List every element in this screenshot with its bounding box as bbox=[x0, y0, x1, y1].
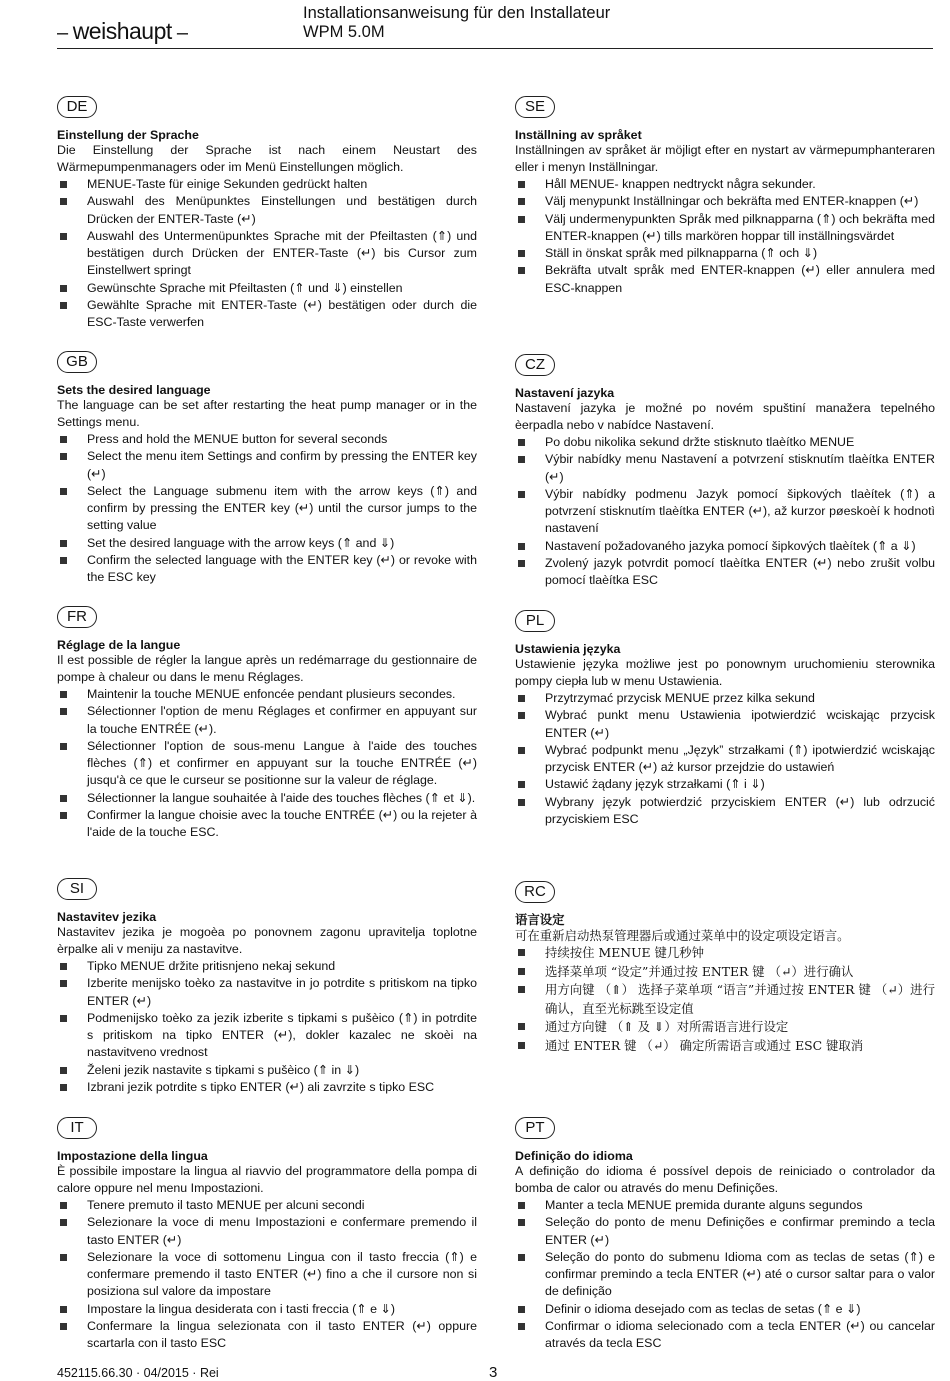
language-badge: IT bbox=[57, 1117, 97, 1139]
list-item bbox=[515, 1197, 935, 1214]
list-item-text: Izbrani jezik potrdite s tipko ENTER (↵) ali zavrzite s tipko ESC bbox=[87, 1080, 435, 1095]
square-bullet-icon bbox=[60, 1219, 67, 1226]
list-item bbox=[57, 448, 477, 483]
square-bullet-icon bbox=[518, 250, 525, 257]
list-item-text: Manter a tecla MENUE premida durante alguns segundos bbox=[545, 1198, 863, 1212]
list-item bbox=[57, 552, 477, 587]
list-item-text: Selezionare la voce di sottomenu Lingua con il tasto freccia (⇑) e confermare premendo il tasto ENTER (↵) fino a che il cursore non si posiziona sul valore da impostare bbox=[87, 1249, 477, 1299]
list-item bbox=[515, 794, 935, 829]
section-de bbox=[57, 96, 477, 332]
list-item-text: Podmenijsko toèko za jezik izberite s tipkami s pušèico (⇑) in potrdite s pritiskom na tipko ENTER (↵), dokler kazalec ne skoèi na nastavitveno vrednost bbox=[87, 1010, 477, 1060]
square-bullet-icon bbox=[60, 1306, 67, 1313]
logo-text: weishaupt bbox=[72, 18, 172, 44]
list-item-text: Confermare la lingua selezionata con il tasto ENTER (↵) oppure scartarla con il tasto ESC bbox=[87, 1319, 477, 1351]
list-item bbox=[57, 1214, 477, 1249]
square-bullet-icon bbox=[60, 557, 67, 564]
section-intro: A definição do idioma é possível depois de reiniciado o controlador da bomba de calor ou através do menu Definições. bbox=[515, 1164, 935, 1195]
list-item bbox=[57, 176, 477, 193]
list-item bbox=[515, 1249, 935, 1301]
square-bullet-icon bbox=[518, 1023, 525, 1030]
language-badge: DE bbox=[57, 96, 97, 118]
list-item-text: Wybrać punkt menu Ustawienia ipotwierdzić wciskając przycisk ENTER (↵) bbox=[545, 708, 935, 740]
instruction-list bbox=[57, 1197, 477, 1353]
language-badge: CZ bbox=[515, 354, 555, 376]
list-item-text: Maintenir la touche MENUE enfoncée pendant plusieurs secondes. bbox=[87, 687, 456, 701]
list-item-text: Press and hold the MENUE button for several seconds bbox=[87, 432, 388, 446]
list-item bbox=[515, 742, 935, 777]
language-badge: SE bbox=[515, 96, 555, 118]
weishaupt-logo: – weishaupt – bbox=[57, 18, 188, 44]
square-bullet-icon bbox=[60, 181, 67, 188]
list-item bbox=[515, 451, 935, 486]
section-title: Nastavení jazyka bbox=[515, 386, 615, 400]
list-item-text: Sélectionner l'option de sous-menu Langue à l'aide des touches flèches (⇑) et confirmer en appuyant sur la touche ENTRÉE (↵) jusqu'à ce que le curseur se positionne sur la valeur de réglage. bbox=[87, 738, 477, 788]
document-title-line2: WPM 5.0M bbox=[303, 23, 385, 41]
square-bullet-icon bbox=[60, 963, 67, 970]
square-bullet-icon bbox=[518, 747, 525, 754]
list-item-text: Po dobu nikolika sekund držte stisknuto tlaèítko MENUE bbox=[545, 435, 855, 449]
square-bullet-icon bbox=[60, 198, 67, 205]
list-item-text: Sélectionner la langue souhaitée à l'aide des touches flèches (⇑ et ⇓). bbox=[87, 790, 476, 805]
instruction-list bbox=[57, 431, 477, 587]
language-badge: PT bbox=[515, 1117, 555, 1139]
section-si bbox=[57, 878, 477, 1096]
list-item-text: Nastavení požadovaného jazyka pomocí šipkových tlaèítek (⇑ a ⇓) bbox=[545, 538, 916, 553]
square-bullet-icon bbox=[60, 285, 67, 292]
list-item bbox=[515, 1018, 935, 1037]
square-bullet-icon bbox=[518, 1219, 525, 1226]
list-item-text: Izberite menijsko toèko za nastavitve in jo potrdite s pritiskom na tipko ENTER (↵) bbox=[87, 976, 477, 1008]
square-bullet-icon bbox=[60, 436, 67, 443]
list-item-text: Select the Language submenu item with the arrow keys (⇑) and confirm by pressing the ENTER key (↵) until the cursor jumps to the setting value bbox=[87, 483, 477, 533]
square-bullet-icon bbox=[518, 968, 525, 975]
list-item-text: Gewählte Sprache mit ENTER-Taste (↵) bestätigen oder durch die ESC-Taste verwerfen bbox=[87, 298, 477, 330]
page-number: 3 bbox=[489, 1364, 498, 1381]
list-item-text: Select the menu item Settings and confirm by pressing the ENTER key (↵) bbox=[87, 449, 477, 481]
list-item bbox=[57, 228, 477, 280]
section-intro: Nastavení jazyka je možné po novém spuštiní manažera tepelného èerpadla nebo v nabídce Nastavení. bbox=[515, 401, 935, 432]
document-number: 452115.66.30 · 04/2015 · Rei bbox=[57, 1366, 219, 1380]
square-bullet-icon bbox=[60, 302, 67, 309]
list-item bbox=[57, 483, 477, 535]
list-item bbox=[57, 280, 477, 297]
list-item bbox=[515, 245, 935, 262]
section-se bbox=[515, 96, 935, 297]
page-header bbox=[0, 0, 950, 52]
square-bullet-icon bbox=[60, 812, 67, 819]
list-item bbox=[57, 1249, 477, 1301]
list-item-text: Seleção do ponto de menu Definições e confirmar premindo a tecla ENTER (↵) bbox=[545, 1215, 935, 1247]
list-item-text: Bekräfta utvalt språk med ENTER-knappen (↵) eller annulera med ESC-knappen bbox=[545, 263, 935, 295]
instruction-list bbox=[57, 958, 477, 1096]
square-bullet-icon bbox=[60, 1084, 67, 1091]
instruction-list bbox=[515, 176, 935, 297]
language-badge: GB bbox=[57, 351, 97, 373]
section-it bbox=[57, 1117, 477, 1353]
section-title: 语言设定 bbox=[515, 912, 565, 927]
list-item-text: Confirm the selected language with the ENTER key (↵) or revoke with the ESC key bbox=[87, 553, 477, 585]
list-item bbox=[57, 686, 477, 703]
list-item-text: Výbir nabídky menu Nastavení a potvrzení stisknutím tlaèítka ENTER (↵) bbox=[545, 452, 935, 484]
list-item bbox=[57, 958, 477, 975]
section-intro: Die Einstellung der Sprache ist nach einem Neustart des Wärmepumpenmanagers oder im Menü Einstellungen möglich. bbox=[57, 143, 477, 174]
language-badge: FR bbox=[57, 606, 97, 628]
instruction-list bbox=[515, 1197, 935, 1353]
list-item bbox=[57, 297, 477, 332]
square-bullet-icon bbox=[518, 986, 525, 993]
list-item-text: Ustawić żądany język strzałkami (⇑ i ⇓) bbox=[545, 777, 765, 792]
square-bullet-icon bbox=[60, 708, 67, 715]
list-item bbox=[57, 1079, 477, 1096]
section-title: Nastavitev jezika bbox=[57, 910, 157, 924]
list-item bbox=[515, 486, 935, 538]
list-item-text: Výbir nabídky podmenu Jazyk pomocí šipkových tlaèítek (⇑) a potvrzení stisknutím tlaèítka ENTER (↵), až kurzor pøeskoèí k hodnotì nastavení bbox=[545, 486, 935, 536]
section-intro: 可在重新启动热泵管理器后或通过菜单中的设定项设定语言。 bbox=[515, 928, 850, 943]
section-title: Réglage de la langue bbox=[57, 638, 181, 652]
list-item bbox=[515, 555, 935, 590]
square-bullet-icon bbox=[518, 695, 525, 702]
square-bullet-icon bbox=[518, 560, 525, 567]
list-item bbox=[515, 690, 935, 707]
list-item-text: Impostare la lingua desiderata con i tasti freccia (⇑ e ⇓) bbox=[87, 1301, 395, 1316]
square-bullet-icon bbox=[518, 198, 525, 205]
list-item bbox=[57, 1197, 477, 1214]
section-intro: Il est possible de régler la langue après un redémarrage du gestionnaire de pompe à chaleur ou dans le menu Réglages. bbox=[57, 653, 477, 684]
list-item-text: 通过方向键 （⇑ 及 ⇓）对所需语言进行设定 bbox=[545, 1019, 789, 1034]
square-bullet-icon bbox=[60, 1067, 67, 1074]
square-bullet-icon bbox=[518, 216, 525, 223]
list-item-text: Wybrać podpunkt menu „Język” strzałkami (⇑) ipotwierdzić wciskając przycisk ENTER (↵) aż kursor przejdzie do ustawień bbox=[545, 742, 935, 775]
square-bullet-icon bbox=[60, 233, 67, 240]
section-title: Impostazione della lingua bbox=[57, 1149, 208, 1163]
list-item bbox=[515, 193, 935, 210]
list-item bbox=[57, 1062, 477, 1079]
section-cz bbox=[515, 354, 935, 590]
instruction-list bbox=[515, 434, 935, 590]
list-item-text: Definir o idioma desejado com as teclas de setas (⇑ e ⇓) bbox=[545, 1301, 861, 1316]
language-badge: PL bbox=[515, 610, 555, 632]
header-divider bbox=[57, 48, 933, 49]
square-bullet-icon bbox=[60, 1015, 67, 1022]
list-item-text: 通过 ENTER 键 （↵） 确定所需语言或通过 ESC 键取消 bbox=[545, 1037, 864, 1053]
list-item bbox=[515, 538, 935, 555]
square-bullet-icon bbox=[60, 743, 67, 750]
list-item bbox=[57, 193, 477, 228]
square-bullet-icon bbox=[60, 691, 67, 698]
square-bullet-icon bbox=[60, 488, 67, 495]
list-item-text: Håll MENUE- knappen nedtryckt några sekunder. bbox=[545, 177, 816, 191]
list-item bbox=[57, 807, 477, 842]
instruction-list bbox=[515, 944, 935, 1055]
square-bullet-icon bbox=[518, 491, 525, 498]
square-bullet-icon bbox=[518, 1254, 525, 1261]
list-item bbox=[57, 703, 477, 738]
list-item-text: 持续按住 MENUE 键几秒钟 bbox=[545, 945, 705, 960]
square-bullet-icon bbox=[518, 1202, 525, 1209]
instruction-list bbox=[515, 690, 935, 828]
square-bullet-icon bbox=[60, 795, 67, 802]
section-gb bbox=[57, 351, 477, 587]
section-intro: È possibile impostare la lingua al riavvio del programmatore della pompa di calore oppure nel menu Impostazioni. bbox=[57, 1164, 477, 1195]
section-intro: Nastavitev jezika je mogoèa po ponovnem zagonu upravitelja toplotne èrpalke ali v meniju za nastavitve. bbox=[57, 925, 477, 956]
square-bullet-icon bbox=[60, 453, 67, 460]
language-badge: RC bbox=[515, 881, 555, 903]
list-item bbox=[515, 1318, 935, 1353]
list-item bbox=[515, 981, 935, 1018]
square-bullet-icon bbox=[60, 980, 67, 987]
list-item-text: Gewünschte Sprache mit Pfeiltasten (⇑ und ⇓) einstellen bbox=[87, 280, 403, 295]
section-title: Definição do idioma bbox=[515, 1149, 633, 1163]
list-item-text: Sélectionner l'option de menu Réglages et confirmer en appuyant sur la touche ENTRÉE (↵). bbox=[87, 704, 477, 736]
list-item bbox=[515, 262, 935, 297]
list-item-text: Välj undermenypunkten Språk med pilknapparna (⇑) och bekräfta med ENTER-knappen (↵) tills markören hoppar till inställningsvärdet bbox=[545, 211, 935, 243]
list-item bbox=[515, 776, 935, 793]
section-intro: Inställningen av språket är möjligt efter en nystart av värmepumphanteraren eller i menyn Inställningar. bbox=[515, 143, 935, 174]
list-item-text: 选择菜单项 “设定”并通过按 ENTER 键 （↵）进行确认 bbox=[545, 963, 854, 979]
list-item-text: MENUE-Taste für einige Sekunden gedrückt halten bbox=[87, 177, 368, 191]
list-item-text: Confirmar o idioma selecionado com a tecla ENTER (↵) ou cancelar através da tecla ESC bbox=[545, 1319, 935, 1351]
section-fr bbox=[57, 606, 477, 842]
square-bullet-icon bbox=[60, 1202, 67, 1209]
square-bullet-icon bbox=[518, 267, 525, 274]
section-intro: Ustawienie języka możliwe jest po ponownym uruchomieniu sterownika pompy ciepła lub w menu Ustawienia. bbox=[515, 657, 935, 688]
list-item bbox=[515, 1214, 935, 1249]
instruction-list bbox=[57, 686, 477, 842]
square-bullet-icon bbox=[518, 1323, 525, 1330]
list-item bbox=[515, 963, 935, 982]
section-rc bbox=[515, 881, 935, 1055]
square-bullet-icon bbox=[518, 799, 525, 806]
list-item bbox=[515, 944, 935, 963]
list-item-text: Confirmer la langue choisie avec la touche ENTRÉE (↵) ou la rejeter à l'aide de la touche ESC. bbox=[87, 808, 477, 840]
list-item-text: Przytrzymać przycisk MENUE przez kilka sekund bbox=[545, 691, 815, 705]
list-item-text: Auswahl des Menüpunktes Einstellungen und bestätigen durch Drücken der ENTER-Taste (↵) bbox=[87, 194, 477, 226]
list-item bbox=[57, 790, 477, 807]
list-item bbox=[57, 535, 477, 552]
list-item-text: Seleção do ponto do submenu Idioma com as teclas de setas (⇑) e confirmar premindo a tecla ENTER (↵) até o cursor saltar para o valor de definição bbox=[545, 1249, 935, 1299]
list-item-text: Želeni jezik nastavite s tipkami s pušèico (⇑ in ⇓) bbox=[87, 1062, 360, 1077]
list-item bbox=[57, 1318, 477, 1353]
section-title: Inställning av språket bbox=[515, 128, 642, 142]
list-item-text: Selezionare la voce di menu Impostazioni e confermare premendo il tasto ENTER (↵) bbox=[87, 1215, 477, 1247]
square-bullet-icon bbox=[518, 439, 525, 446]
square-bullet-icon bbox=[60, 540, 67, 547]
section-pt bbox=[515, 1117, 935, 1353]
list-item-text: Auswahl des Untermenüpunktes Sprache mit der Pfeiltasten (⇑) und bestätigen durch Drücken der ENTER-Taste (↵) bis Cursor zum Einstellwert springt bbox=[87, 228, 477, 278]
square-bullet-icon bbox=[60, 1254, 67, 1261]
list-item bbox=[57, 1010, 477, 1062]
square-bullet-icon bbox=[518, 543, 525, 550]
square-bullet-icon bbox=[518, 456, 525, 463]
list-item-text: Välj menypunkt Inställningar och bekräfta med ENTER-knappen (↵) bbox=[545, 194, 919, 209]
list-item bbox=[515, 707, 935, 742]
section-title: Sets the desired language bbox=[57, 383, 211, 397]
document-title bbox=[303, 4, 610, 42]
list-item bbox=[57, 738, 477, 790]
square-bullet-icon bbox=[60, 1323, 67, 1330]
language-badge: SI bbox=[57, 878, 97, 900]
square-bullet-icon bbox=[518, 1306, 525, 1313]
list-item-text: Wybrany język potwierdzić przyciskiem ENTER (↵) lub odrzucić przyciskiem ESC bbox=[545, 794, 935, 827]
list-item bbox=[57, 975, 477, 1010]
list-item bbox=[515, 211, 935, 246]
list-item-text: Tipko MENUE držite pritisnjeno nekaj sekund bbox=[87, 959, 336, 973]
square-bullet-icon bbox=[518, 712, 525, 719]
list-item bbox=[515, 434, 935, 451]
list-item-text: Tenere premuto il tasto MENUE per alcuni secondi bbox=[87, 1198, 365, 1212]
list-item-text: Set the desired language with the arrow keys (⇑ and ⇓) bbox=[87, 535, 395, 550]
list-item bbox=[515, 1037, 935, 1056]
section-title: Einstellung der Sprache bbox=[57, 128, 199, 142]
list-item-text: Zvolený jazyk potvrdit pomocí tlaèítka ENTER (↵) nebo zrušit volbu pomocí tlaèítka ESC bbox=[545, 556, 935, 588]
section-intro: The language can be set after restarting the heat pump manager or in the Settings menu. bbox=[57, 398, 477, 429]
instruction-list bbox=[57, 176, 477, 332]
list-item bbox=[515, 176, 935, 193]
list-item-text: 用方向键 （⇑） 选择子菜单项 “语言”并通过按 ENTER 键 （↵）进行确认，直至光标跳至设定值 bbox=[545, 982, 935, 1016]
section-pl bbox=[515, 610, 935, 828]
square-bullet-icon bbox=[518, 1042, 525, 1049]
list-item bbox=[57, 431, 477, 448]
square-bullet-icon bbox=[518, 181, 525, 188]
section-title: Ustawienia języka bbox=[515, 642, 621, 656]
list-item-text: Ställ in önskat språk med pilknapparna (⇑ och ⇓) bbox=[545, 246, 818, 261]
square-bullet-icon bbox=[518, 781, 525, 788]
list-item bbox=[515, 1301, 935, 1318]
document-title-line1: Installationsanweisung für den Installateur bbox=[303, 4, 611, 22]
square-bullet-icon bbox=[518, 949, 525, 956]
list-item bbox=[57, 1301, 477, 1318]
